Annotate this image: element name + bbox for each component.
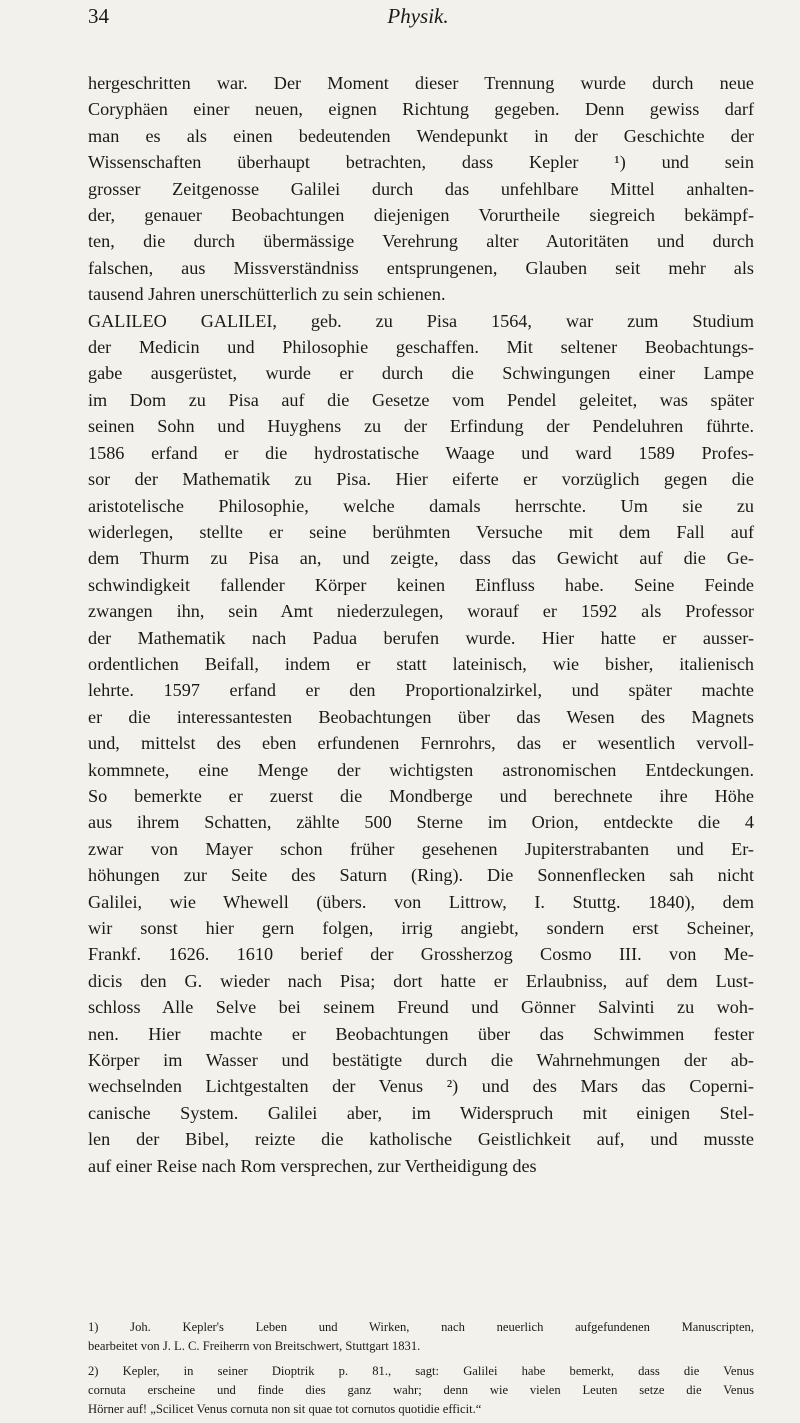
body-line: Wissenschaften überhaupt betrachten, dass Kepler ¹) und sein: [88, 152, 754, 173]
body-line: hergeschritten war. Der Moment dieser Trennung wurde durch neue: [88, 73, 754, 93]
running-title: Physik.: [387, 4, 449, 28]
body-line: zwar von Mayer schon früher gesehenen Jupiterstrabanten und Er-: [88, 838, 754, 859]
body-line: der Mathematik nach Padua berufen wurde. Hier hatte er ausser-: [88, 627, 754, 648]
body-line: Galilei, wie Whewell (übers. von Littrow, I. Stuttg. 1840), dem: [88, 891, 754, 912]
footnote-line: cornuta erscheine und finde dies ganz wahr; denn wie vielen Leuten setze die Venus: [88, 1383, 754, 1397]
body-line: wir sonst hier gern folgen, irrig angiebt, sondern erst Scheiner,: [88, 918, 754, 938]
body-line: grosser Zeitgenosse Galilei durch das unfehlbare Mittel anhalten-: [88, 178, 754, 199]
body-line: ten, die durch übermässige Verehrung alter Autoritäten und durch: [88, 231, 754, 252]
page-number: 34: [88, 4, 109, 28]
body-line: zwangen ihn, sein Amt niederzulegen, worauf er 1592 als Professor: [88, 601, 754, 622]
body-line: GALILEO GALILEI, geb. zu Pisa 1564, war zum Studium: [88, 310, 754, 331]
footnotes: [88, 1318, 754, 1419]
body-line: Körper im Wasser und bestätigte durch die Wahrnehmungen der ab-: [88, 1050, 754, 1071]
footnote-line: bearbeitet von J. L. C. Freiherrn von Breitschwert, Stuttgart 1831.: [88, 1339, 421, 1353]
body-line: len der Bibel, reizte die katholische Geistlichkeit auf, und musste: [88, 1129, 754, 1150]
page-header: [88, 4, 748, 34]
body-text: [88, 70, 754, 1179]
body-line: seinen Sohn und Huyghens zu der Erfindung der Pendeluhren führte.: [88, 416, 754, 437]
body-line: lehrte. 1597 erfand er den Proportionalzirkel, und später machte: [88, 680, 754, 701]
body-line: man es als einen bedeutenden Wendepunkt in der Geschichte der: [88, 125, 754, 146]
body-line: aus ihrem Schatten, zählte 500 Sterne im Orion, entdeckte die 4: [88, 812, 754, 833]
body-line: So bemerkte er zuerst die Mondberge und berechnete ihre Höhe: [88, 785, 754, 806]
footnote-line: Hörner auf! „Scilicet Venus cornuta non sit quae tot cornutos quotidie efficit.“: [88, 1402, 482, 1416]
body-line: der, genauer Beobachtungen diejenigen Vorurtheile siegreich bekämpf-: [88, 205, 754, 226]
body-line: Frankf. 1626. 1610 berief der Grossherzog Cosmo III. von Me-: [88, 944, 754, 965]
body-line: widerlegen, stellte er seine berühmten Versuche mit dem Fall auf: [88, 521, 754, 542]
body-line: aristotelische Philosophie, welche damals herrschte. Um sie zu: [88, 495, 754, 516]
footnote-line: 1) Joh. Kepler's Leben und Wirken, nach neuerlich aufgefundenen Manuscripten,: [88, 1320, 754, 1334]
body-line: dicis den G. wieder nach Pisa; dort hatte er Erlaubniss, auf dem Lust-: [88, 970, 754, 991]
body-line: falschen, aus Missverständniss entsprungenen, Glauben seit mehr als: [88, 257, 754, 278]
body-line: schloss Alle Selve bei seinem Freund und Gönner Salvinti zu woh-: [88, 997, 754, 1018]
body-line: tausend Jahren unerschütterlich zu sein schienen.: [88, 284, 446, 305]
body-line: und, mittelst des eben erfundenen Fernrohrs, das er wesentlich vervoll-: [88, 733, 754, 754]
body-line: auf einer Reise nach Rom versprechen, zur Vertheidigung des: [88, 1155, 537, 1176]
body-line: der Medicin und Philosophie geschaffen. Mit seltener Beobachtungs-: [88, 337, 754, 358]
body-line: 1586 erfand er die hydrostatische Waage und ward 1589 Profes-: [88, 442, 754, 463]
body-line: wechselnden Lichtgestalten der Venus ²) und des Mars das Coperni-: [88, 1076, 754, 1097]
body-line: nen. Hier machte er Beobachtungen über das Schwimmen fester: [88, 1023, 754, 1044]
body-line: sor der Mathematik zu Pisa. Hier eiferte er vorzüglich gegen die: [88, 469, 754, 490]
body-line: höhungen zur Seite des Saturn (Ring). Die Sonnenflecken sah nicht: [88, 865, 754, 886]
body-line: er die interessantesten Beobachtungen über das Wesen des Magnets: [88, 706, 754, 727]
body-line: ordentlichen Beifall, indem er statt lateinisch, wie bisher, italienisch: [88, 653, 754, 674]
body-line: Coryphäen einer neuen, eignen Richtung gegeben. Denn gewiss darf: [88, 99, 754, 120]
body-line: gabe ausgerüstet, wurde er durch die Schwingungen einer Lampe: [88, 363, 754, 384]
footnote-line: 2) Kepler, in seiner Dioptrik p. 81., sagt: Galilei habe bemerkt, dass die Venus: [88, 1364, 754, 1378]
body-line: schwindigkeit fallender Körper keinen Einfluss habe. Seine Feinde: [88, 574, 754, 595]
body-line: im Dom zu Pisa auf die Gesetze vom Pendel geleitet, was später: [88, 389, 754, 410]
body-line: canische System. Galilei aber, im Widerspruch mit einigen Stel-: [88, 1102, 754, 1123]
body-line: dem Thurm zu Pisa an, und zeigte, dass das Gewicht auf die Ge-: [88, 548, 754, 569]
body-line: kommnete, eine Menge der wichtigsten astronomischen Entdeckungen.: [88, 759, 754, 780]
